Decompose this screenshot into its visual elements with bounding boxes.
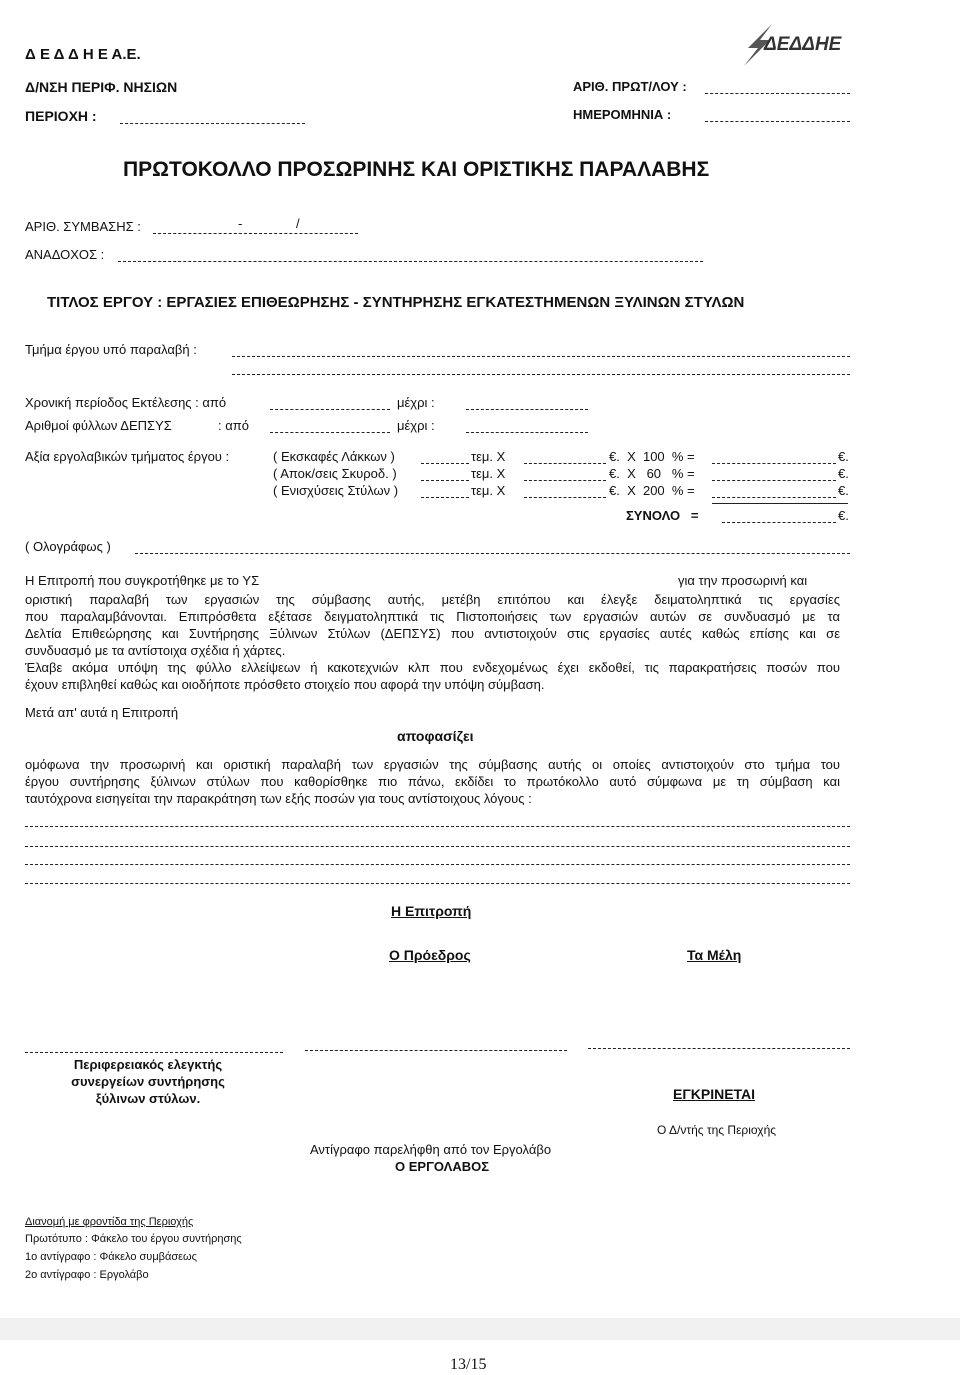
value-row-mult: €. Χ 100 % = [609,449,695,464]
chair-label: Ο Πρόεδρος [389,947,471,963]
date-field[interactable] [705,121,850,122]
signature-line-chair[interactable] [305,1050,567,1051]
protocol-label: ΑΡΙΘ. ΠΡΩΤ/ΛΟΥ : [573,79,687,94]
value-row-currency: €. [838,483,849,498]
total-rule [712,503,848,504]
sheets-until-field[interactable] [466,432,588,433]
regional-inspector-line1: Περιφερειακός ελεγκτής [73,1057,223,1072]
value-row-currency: €. [838,449,849,464]
area-field[interactable] [120,123,305,124]
value-row-unit: τεμ. Χ [471,466,506,481]
value-row-qty-field[interactable] [524,480,606,481]
logo-text: ΔΕΔΔΗΕ [764,34,842,55]
paragraph-line: έργου συντήρησης ξύλινων στύλων που καθορίσθηκε πιο πάνω, εκδίδει το πρωτόκολλο αυτό σύμφωνα με τη σύμβαση και [25,774,840,789]
value-row-dots[interactable] [421,497,469,498]
footer-band [0,1318,960,1340]
value-row-unit: τεμ. Χ [471,483,506,498]
paragraph-line: οριστική παραλαβή των εργασιών της σύμβασης αυτής, μετέβη επιτόπου και έλεγξε δειματοληπτικά τις εργασίες [25,592,840,607]
deductions-field-line4[interactable] [25,883,850,884]
in-words-label: ( Ολογράφως ) [25,539,111,554]
project-title: ΤΙΤΛΟΣ ΕΡΓΟΥ : ΕΡΓΑΣΙΕΣ ΕΠΙΘΕΩΡΗΣΗΣ - ΣΥΝΤΗΡΗΣΗΣ ΕΓΚΑΤΕΣΤΗΜΕΝΩΝ ΞΥΛΙΝΩΝ ΣΤΥΛΩΝ [47,294,745,311]
total-field[interactable] [722,522,836,523]
value-row-unit: τεμ. Χ [471,449,506,464]
period-label: Χρονική περίοδος Εκτέλεσης : από [25,395,227,410]
value-row-amount-field[interactable] [712,463,836,464]
value-row-item: ( Αποκ/σεις Σκυροδ. ) [273,466,397,481]
director-label: Ο Δ/ντής της Περιοχής [657,1123,777,1137]
contract-number-field[interactable] [153,233,358,234]
paragraph-line: ταυτόχρονα εισηγείται την παρακράτηση των εξής ποσών για τους αντίστοιχους λόγους : [25,791,532,806]
deductions-field-line3[interactable] [25,864,850,865]
page-number: 13/15 [450,1356,487,1373]
contract-number-sep-slash: / [296,216,300,231]
distribution-line: 1ο αντίγραφο : Φάκελο συμβάσεως [25,1251,197,1263]
distribution-line: Πρωτότυπο : Φάκελο του έργου συντήρησης [25,1233,242,1245]
para1-line-start: Η Επιτροπή που συγκροτήθηκε με το ΥΣ [25,573,260,588]
paragraph-line: Δελτία Επιθεώρησης και Συντήρησης Ξύλινων Στύλων (ΔΕΠΣΥΣ) που αντιστοιχούν στις εργασίες αυτές καθώς επίσης και σε [25,626,840,641]
value-row-qty-field[interactable] [524,497,606,498]
regional-inspector-line2: συνεργείων συντήρησης [71,1074,225,1089]
paragraph-line: συνδυασμό με τα αντίστοιχα σχέδια ή χάρτες. [25,643,286,658]
paragraph-line: που παραλαμβάνονται. Επιπρόσθετα εξέτασε δειγματοληπτικά τις Πιστοποιήσεις των εργασιών αυτών σε συνδυασμό με τα [25,609,840,624]
after-that-text: Μετά απ' αυτά η Επιτροπή [25,705,179,720]
value-row-qty-field[interactable] [524,463,606,464]
paragraph-line: έχουν επιβληθεί καθώς και οιοδήποτε πρόσθετο στοιχείο που αφορά την υπόψη σύμβαση. [25,677,545,692]
value-row-dots[interactable] [421,463,469,464]
part-field-line1[interactable] [232,356,850,357]
value-row-amount-field[interactable] [712,497,836,498]
total-currency: €. [838,508,849,523]
body-paragraph-2 [25,756,840,807]
value-row-mult: €. Χ 60 % = [609,466,695,481]
members-label: Τα Μέλη [687,947,742,963]
contractor-field[interactable] [118,261,703,262]
deductions-field-line1[interactable] [25,826,850,827]
directorate: Δ/ΝΣΗ ΠΕΡΙΦ. ΝΗΣΙΩΝ [25,79,178,95]
value-row-amount-field[interactable] [712,480,836,481]
in-words-field[interactable] [135,553,850,554]
deductions-field-line2[interactable] [25,846,850,847]
paragraph-line: ομόφωνα την προσωρινή και οριστική παραλαβή των εργασιών της σύμβασης αυτής οι οποίες αντιστοιχούν στο τμήμα του [25,757,840,772]
signature-line-regional[interactable] [25,1052,283,1053]
area-label: ΠΕΡΙΟΧΗ : [25,108,97,124]
paragraph-line: Έλαβε ακόμα υπόψη της φύλλο ελλείψεων ή κακοτεχνιών κλπ που ενδεχομένως έχει εκδοθεί, τις παρακρατήσεις ποσών που [25,660,840,675]
page-title: ΠΡΩΤΟΚΟΛΛΟ ΠΡΟΣΩΡΙΝΗΣ ΚΑΙ ΟΡΙΣΤΙΚΗΣ ΠΑΡΑΛΑΒΗΣ [123,158,710,181]
committee-heading: Η Επιτροπή [391,903,472,919]
copy-received-text: Αντίγραφο παρελήφθη από τον Εργολάβο [310,1142,552,1157]
contract-number-label: ΑΡΙΘ. ΣΥΜΒΑΣΗΣ : [25,219,141,234]
value-row-mult: €. Χ 200 % = [609,483,695,498]
approved-label: ΕΓΚΡΙΝΕΤΑΙ [673,1086,756,1102]
value-row-dots[interactable] [421,480,469,481]
value-row-item: ( Ενισχύσεις Στύλων ) [273,483,399,498]
distribution-heading: Διανομή με φροντίδα της Περιοχής [25,1216,194,1228]
company-logo [738,22,858,72]
value-label: Αξία εργολαβικών τμήματος έργου : [25,449,230,464]
contractor-label: ΑΝΑΔΟΧΟΣ : [25,247,105,262]
part-label: Τμήμα έργου υπό παραλαβή : [25,342,197,357]
sheets-until-label: μέχρι : [397,418,435,433]
period-until-field[interactable] [466,409,588,410]
sheets-from-field[interactable] [270,432,390,433]
org-name: Δ Ε Δ Δ Η Ε Α.Ε. [25,46,141,63]
regional-inspector-line3: ξύλινων στύλων. [95,1091,201,1106]
body-paragraph-1 [25,591,840,693]
value-row-currency: €. [838,466,849,481]
period-from-field[interactable] [270,409,390,410]
signature-line-members[interactable] [588,1048,850,1049]
contractor-signature-label: Ο ΕΡΓΟΛΑΒΟΣ [395,1159,490,1174]
sheets-label: Αριθμοί φύλλων ΔΕΠΣΥΣ [25,418,172,433]
date-label: ΗΜΕΡΟΜΗΝΙΑ : [573,107,672,122]
distribution-line: 2ο αντίγραφο : Εργολάβο [25,1269,149,1281]
total-label: ΣΥΝΟΛΟ = [626,508,699,523]
decides-heading: αποφασίζει [397,728,474,744]
para1-line-end: για την προσωρινή και [678,573,808,588]
sheets-from-label: : από [218,418,249,433]
value-row-item: ( Εκσκαφές Λάκκων ) [273,449,395,464]
protocol-field[interactable] [705,93,850,94]
period-until-label: μέχρι : [397,395,435,410]
part-field-line2[interactable] [232,374,850,375]
contract-number-sep-dash: - [238,216,243,231]
